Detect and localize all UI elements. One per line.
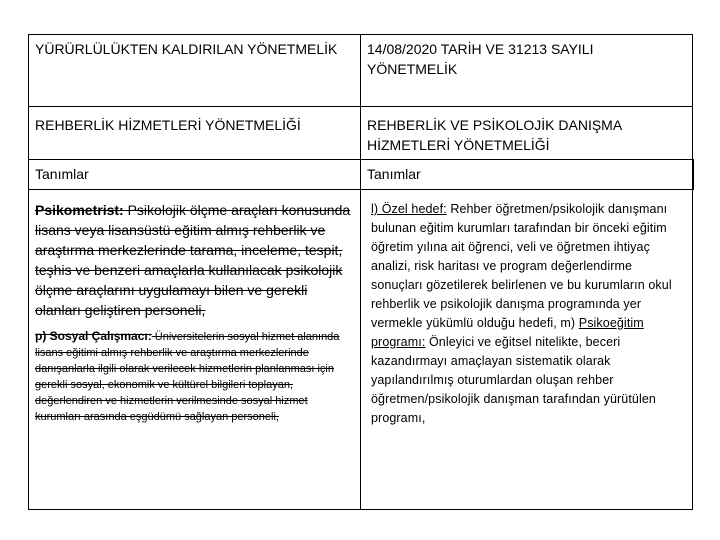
table-row	[29, 190, 693, 510]
table-row	[29, 35, 693, 107]
section-left-text: Tanımlar	[35, 166, 89, 182]
table-row	[29, 107, 693, 160]
definition-term: l) Özel hedef:	[371, 202, 447, 216]
title-right-text: REHBERLİK VE PSİKOLOJİK DANIŞMA HİZMETLERİ YÖNETMELİĞİ	[367, 117, 622, 153]
comparison-table	[28, 34, 694, 510]
header-left-text: YÜRÜRLÜLÜKTEN KALDIRILAN YÖNETMELİK	[35, 41, 338, 57]
section-left-cell	[29, 160, 361, 190]
removed-definition-psikometrist	[35, 200, 354, 320]
table-row	[29, 160, 693, 190]
header-left-cell	[29, 35, 361, 107]
left-definitions-cell	[29, 190, 361, 510]
definition-text: Psikolojik ölçme araçları konusunda lisans veya lisansüstü eğitim almış rehberlik ve araştırma merkezlerinde tarama, inceleme, tespit, teşhis ve benzeri amaçlarla kullanılacak psikolojik ölçme araçlarını uygulamayı bilen ve gerekli olanları geliştiren personeli,	[35, 202, 351, 318]
title-right-cell	[361, 107, 693, 160]
title-left-text: REHBERLİK HİZMETLERİ YÖNETMELİĞİ	[35, 117, 301, 133]
definition-text: Önleyici ve eğitsel nitelikte, beceri kazandırmayı amaçlayan sistematik olarak yapılandırılmış oturumlardan oluşan rehber öğretmen/psikolojik danışman tarafından yürütülen programı,	[371, 335, 656, 425]
header-right-text: 14/08/2020 TARİH VE 31213 SAYILI YÖNETMELİK	[367, 41, 594, 77]
definition-term: Psikometrist:	[35, 202, 124, 218]
section-right-cell	[361, 160, 693, 190]
definition-text: Üniversitelerin sosyal hizmet alanında lisans eğitimi almış rehberlik ve araştırma merkezlerinde danışanlarla ilgili olarak verilecek hizmetlerin planlanması için gerekli sosyal, ekonomik ve kültürel bilgileri toplayan, değerlendiren ve hizmetlerin verilmesinde sosyal hizmet kurumları arasında eşgüdümü sağlayan personeli,	[35, 331, 340, 423]
new-definitions	[367, 200, 686, 428]
section-right-text: Tanımlar	[367, 166, 421, 182]
header-right-cell	[361, 35, 693, 107]
definition-term: p) Sosyal Çalışmacı:	[35, 329, 152, 343]
title-left-cell	[29, 107, 361, 160]
definition-term: Psikoeğitim programı:	[371, 316, 644, 349]
right-definitions-cell	[361, 190, 693, 510]
definition-text: Rehber öğretmen/psikolojik danışmanı bulunan eğitim kurumları tarafından bir önceki eğitim öğretim yılına ait öğrenci, veli ve öğretmen ihtiyaç analizi, risk haritası ve program değerlendirme sonuçları gözetilerek belirlenen ve bu kurumların okul rehberlik ve psikolojik danışma programında yer vermekle yükümlü olduğu hedefi, m)	[371, 202, 672, 330]
removed-definition-sosyal-calismaci	[35, 328, 354, 425]
